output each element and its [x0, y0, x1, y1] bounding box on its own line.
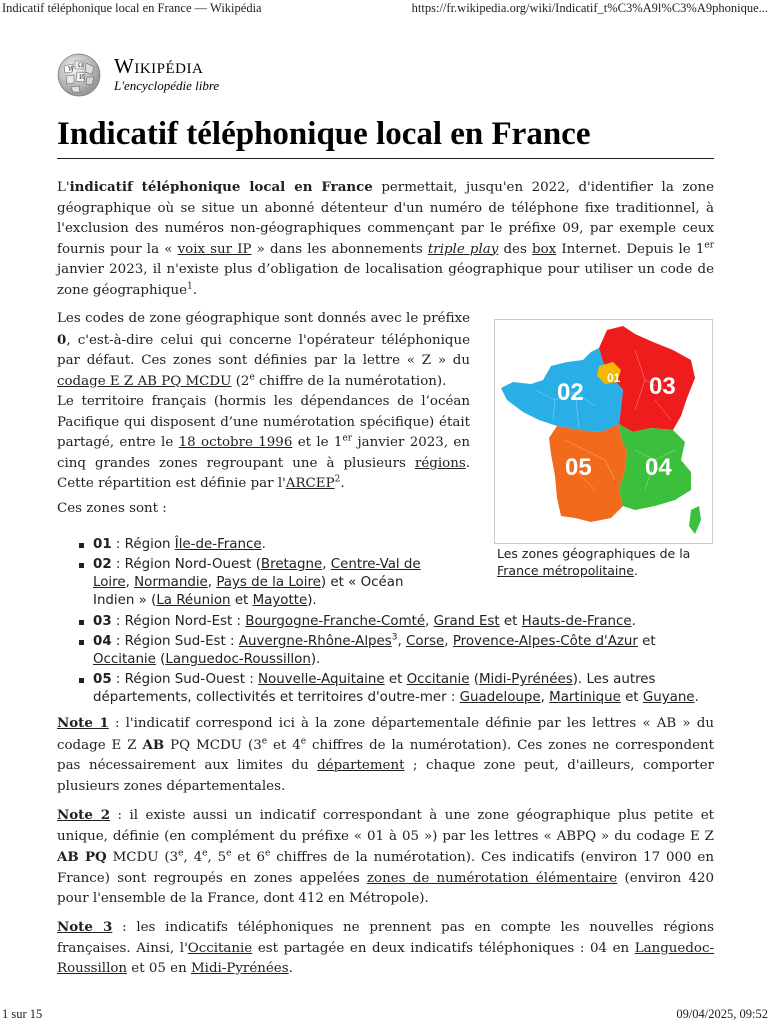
- link-zones-de-numerotation-elementaire[interactable]: zones de numérotation élémentaire: [366, 870, 618, 886]
- list-item: 01 : Région Île-de-France.: [57, 536, 437, 554]
- zones-list-bottom: [57, 613, 714, 707]
- zone-04-corsica: [689, 506, 701, 534]
- link-corse[interactable]: Corse: [406, 634, 445, 649]
- link-paca[interactable]: Provence-Alpes-Côte d'Azur: [452, 634, 638, 649]
- link-la-reunion[interactable]: La Réunion: [156, 593, 231, 608]
- list-item: 05 : Région Sud-Ouest : Nouvelle-Aquitaine et Occitanie (Midi-Pyrénées). Les autres départements, collectivités et territoires d'outre-mer : Guadeloupe, Martinique et Guyane.: [57, 671, 714, 707]
- wikipedia-tagline: L'encyclopédie libre: [114, 78, 220, 93]
- reference-1[interactable]: 1: [187, 281, 193, 292]
- link-codage[interactable]: codage E Z AB PQ MCDU: [57, 373, 232, 389]
- link-pays-de-la-loire[interactable]: Pays de la Loire: [216, 575, 321, 590]
- link-occitanie[interactable]: Occitanie: [93, 652, 156, 667]
- print-page-url[interactable]: https://fr.wikipedia.org/wiki/Indicatif_t%C3%A9l%C3%A9phonique...: [411, 1, 768, 15]
- reference-2[interactable]: 2: [334, 474, 341, 485]
- link-languedoc-roussillon[interactable]: Languedoc-Roussillon: [165, 652, 311, 667]
- link-triple-play[interactable]: triple play: [427, 241, 499, 257]
- list-item: 03 : Région Nord-Est : Bourgogne-Franche-Comté, Grand Est et Hauts-de-France.: [57, 613, 714, 631]
- link-ile-de-france[interactable]: Île-de-France: [174, 537, 262, 552]
- zone-05-label: 05: [565, 454, 592, 481]
- note-1: Note 1 : l'indicatif correspond ici à la zone départementale définie par les lettres « AB » du codage E Z AB PQ MCDU (3e et 4e chiffres de la numérotation). Ces zones ne correspondent pas nécessairement aux limites du département ; chaque zone peut, d'ailleurs, comporter plusieurs zones départementales.: [57, 715, 715, 794]
- link-midi-pyrenees[interactable]: Midi-Pyrénées: [478, 672, 573, 687]
- link-bretagne[interactable]: Bretagne: [260, 557, 323, 572]
- link-departement[interactable]: département: [317, 758, 405, 773]
- figure-caption: Les zones géographiques de la France métropolitaine.: [497, 546, 691, 578]
- subject-bold: indicatif téléphonique local en France: [69, 179, 373, 195]
- page-counter: 1 sur 15: [2, 1007, 43, 1021]
- print-datetime: 09/04/2025, 09:52: [676, 1007, 768, 1021]
- page-title: Indicatif téléphonique local en France: [57, 114, 714, 159]
- note-3: Note 3 : les indicatifs téléphoniques ne prennent pas en compte les nouvelles régions françaises. Ainsi, l'Occitanie est partagée en deux indicatifs téléphoniques : 04 en Languedoc-Roussillon et 05 en Midi-Pyrénées.: [57, 919, 714, 976]
- link-grand-est[interactable]: Grand Est: [433, 614, 500, 629]
- svg-text:Ω: Ω: [78, 62, 83, 69]
- link-occitanie-note[interactable]: Occitanie: [187, 940, 253, 956]
- link-normandie[interactable]: Normandie: [134, 575, 208, 590]
- svg-text:W: W: [68, 66, 75, 73]
- link-occitanie[interactable]: Occitanie: [406, 672, 470, 687]
- link-arcep[interactable]: ARCEP: [285, 476, 335, 491]
- wikipedia-globe-icon: [56, 52, 102, 98]
- link-nouvelle-aquitaine[interactable]: Nouvelle-Aquitaine: [257, 672, 385, 687]
- zones-paragraph: Les codes de zone géographique sont donnés avec le préfixe 0, c'est-à-dire celui qui concerne l'opérateur téléphonique par défaut. Ces zones sont définies par la lettre « Z » du codage E Z AB PQ MCDU (2e chiffre de la numérotation). Le territoire français (hormis les dépendances de l’océan Pacifique qui disposent d’une numérotation spécifique) était partagé, entre le 18 octobre 1996 et le 1er janvier 2023, en cinq grandes zones regroupant une à plusieurs régions. Cette répartition est définie par l'ARCEP$^2$.: [57, 311, 470, 491]
- link-midi-pyrenees-note[interactable]: Midi-Pyrénées: [190, 961, 289, 976]
- zones-list-top: [57, 536, 437, 610]
- reference-3[interactable]: 3: [391, 632, 398, 643]
- note-1-label: Note 1: [57, 715, 109, 731]
- link-hauts-de-france[interactable]: Hauts-de-France: [521, 614, 632, 629]
- note-3-label: Note 3: [57, 919, 113, 935]
- zone-02-label: 02: [557, 379, 584, 406]
- zones-map-figure[interactable]: [494, 319, 713, 544]
- note-2: Note 2 : il existe aussi un indicatif correspondant à une zone géographique plus petite et unique, définie (en complément du préfixe « 01 à 05 ») par les lettres « ABPQ » du codage E Z AB PQ MCDU (3e, 4e, 5e et 6e chiffres de la numérotation). Ces indicatifs (environ 17 000 en France) sont regroupés en zones appelées zones de numérotation élémentaire (environ 420 pour l'ensemble de la France, dont 412 en Métropole).: [57, 807, 715, 906]
- link-regions[interactable]: régions: [414, 455, 466, 471]
- link-languedoc-roussillon-note[interactable]: Languedoc-Roussillon: [57, 940, 714, 976]
- link-auvergne-rhone-alpes[interactable]: Auvergne-Rhône-Alpes: [238, 634, 392, 649]
- print-page-title: Indicatif téléphonique local en France — Wikipédia: [2, 1, 262, 15]
- print-footer: [0, 1008, 768, 1024]
- link-18-octobre-1996[interactable]: 18 octobre 1996: [178, 435, 293, 450]
- link-mayotte[interactable]: Mayotte: [252, 593, 308, 608]
- list-item: 04 : Région Sud-Est : Auvergne-Rhône-Alpes$^3$, Corse, Provence-Alpes-Côte d'Azur et Occitanie (Languedoc-Roussillon).: [57, 633, 714, 669]
- zone-03-label: 03: [649, 373, 676, 400]
- link-bourgogne-franche-comte[interactable]: Bourgogne-Franche-Comté: [245, 614, 426, 629]
- wikipedia-wordmark: Wikipédia: [114, 54, 204, 78]
- list-item: 02 : Région Nord-Ouest (Bretagne, Centre-Val de Loire, Normandie, Pays de la Loire) et « Océan Indien » (La Réunion et Mayotte).: [57, 556, 437, 610]
- zones-intro: Ces zones sont :: [57, 501, 167, 516]
- link-centre-val-de-loire[interactable]: Centre-Val de Loire: [93, 557, 421, 590]
- link-martinique[interactable]: Martinique: [549, 690, 621, 705]
- link-france-metropolitaine[interactable]: France métropolitaine: [497, 563, 634, 578]
- note-2-label: Note 2: [57, 807, 111, 823]
- intro-paragraph: L'indicatif téléphonique local en France permettait, jusqu'en 2022, d'identifier la zone géographique où se situe un abonné détenteur d'un numéro de téléphone fixe traditionnel, à l'exclusion des numéros non-géographiques commençant par le préfixe 09, par exemple ceux fournis pour la « voix sur IP » dans les abonnements triple play des box Internet. Depuis le 1er janvier 2023, il n'existe plus d’obligation de localisation géographique pour utiliser un code de zone géographique$^1$.: [57, 179, 715, 298]
- link-guadeloupe[interactable]: Guadeloupe: [459, 690, 541, 705]
- print-header: [0, 0, 768, 16]
- svg-text:И: И: [79, 74, 85, 81]
- wikipedia-logo[interactable]: [56, 50, 256, 100]
- france-zones-map: [495, 320, 712, 543]
- link-box[interactable]: box: [532, 241, 557, 257]
- link-voix-sur-ip[interactable]: voix sur IP: [177, 241, 252, 257]
- link-guyane[interactable]: Guyane: [642, 690, 695, 705]
- zone-04-label: 04: [645, 454, 672, 481]
- zone-01-label: 01: [607, 371, 621, 385]
